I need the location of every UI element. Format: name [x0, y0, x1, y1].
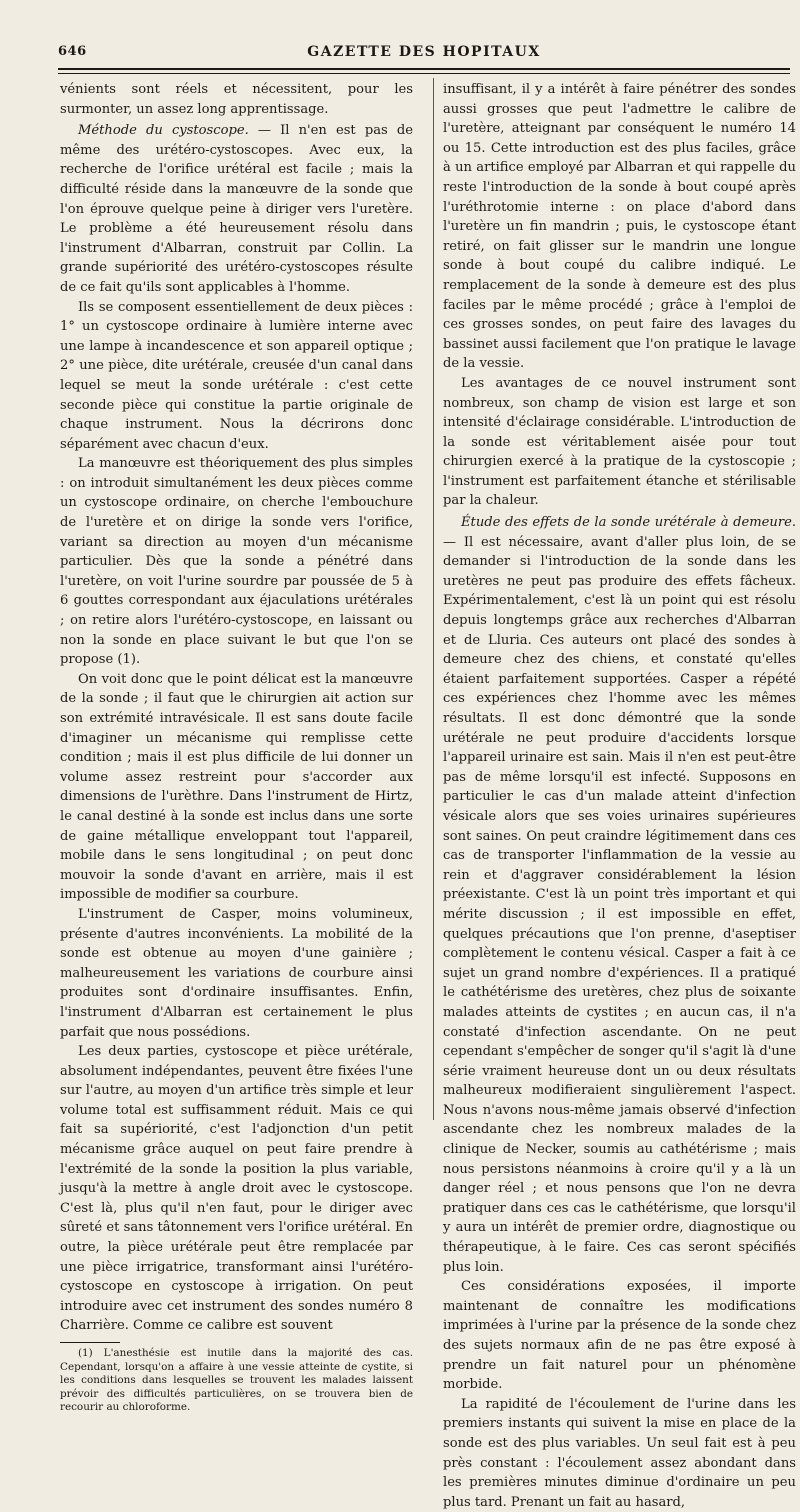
paragraph: On voit donc que le point délicat est la manœuvre de la sonde ; il faut que le chirurgien ait action sur son extrémité intravésicale. Il est sans doute facile d'imaginer un mécanisme qui remplisse cette condition ; mais il est plus difficile de lui donner un volume assez restreint pour s'accorder aux dimensions de l'urèthre. Dans l'instrument de Hirtz, le canal destiné à la sonde est inclus dans une sorte de gaine métallique enveloppant tout l'appareil, mobile dans le sens longitudinal ; on peut donc mouvoir la sonde d'avant en arrière, mais il est impossible de modifier sa courbure.: [60, 671, 413, 903]
paragraph-text: — Il n'en est pas de même des urétéro-cystoscopes. Avec eux, la recherche de l'orifice urétéral est facile ; mais la difficulté réside dans la manœuvre de la sonde que l'on éprouve quelque peine à diriger vers l'uretère. Le problème a été heureusement résolu dans l'instrument d'Albarran, construit par Collin. La grande supériorité des urétéro-cystoscopes résulte de ce fait qu'ils sont applicables à l'homme.: [60, 123, 413, 295]
paragraph-text: — Il est nécessaire, avant d'aller plus loin, de se demander si l'introduction de la sonde dans les uretères ne peut pas produire des effets fâcheux. Expérimentalement, c'est là un point qui est résolu depuis longtemps grâce aux recherches d'Albarran et de Lluria. Ces auteurs ont placé des sondes à demeure chez des chiens, et constaté qu'elles étaient parfaitement supportées. Casper a répété ces expériences chez l'homme avec les mêmes résultats. Il est donc démontré que la sonde urétérale ne peut produire d'accidents lorsque l'appareil urinaire est sain. Mais il n'en est peut-être pas de même lorsqu'il est infecté. Supposons en particulier le cas d'un malade atteint d'infection vésicale alors que ses voies urinaires supérieures sont saines. On peut craindre légitimement dans ces cas de transporter l'inflammation de la vessie au rein et d'aggraver considérablement la lésion préexistante. C'est là un point très important et qui mérite discussion ; il est impossible en effet, quelques précautions que l'on prenne, d'aseptiser complètement le contenu vésical. Casper a fait à ce sujet un grand nombre d'expériences. Il a pratiqué le cathétérisme des uretères, chez plus de soixante malades atteints de cystites ; en aucun cas, il n'a constaté d'infection ascendante. On ne peut cependant s'empêcher de songer qu'il s'agit là d'une série vraiment heureuse dont un ou deux résultats malheureux modifieraient singulièrement l'aspect. Nous n'avons nous-même jamais observé d'infection ascendante chez les nombreux malades de la clinique de Necker, soumis au cathétérisme ; mais nous persistons néanmoins à croire qu'il y a là un danger réel ; et nous pensons que l'on ne devra pratiquer dans ces cas le cathétérisme, que lorsqu'il y aura un intérêt de premier ordre, diagnostique ou thérapeutique, à le faire. Ces cas seront spécifiés plus loin.: [443, 534, 796, 1275]
paragraph: L'instrument de Casper, moins volumineux, présente d'autres inconvénients. La mobilité de la sonde est obtenue au moyen d'une gainière ; malheureusement les variations de courbure ainsi produites sont d'ordinaire insuffisantes. Enfin, l'instrument d'Albarran est certainement le plus parfait que nous possédions.: [60, 906, 413, 1040]
paragraph: Ces considérations exposées, il importe maintenant de connaître les modifications imprimées à l'urine par la présence de la sonde chez des sujets normaux afin de ne pas être exposé à prendre un fait naturel pour un phénomène morbide.: [443, 1279, 796, 1393]
paragraph: La rapidité de l'écoulement de l'urine dans les premiers instants qui suivent la mise en place de la sonde est des plus variables. Un seul fait est à peu près constant : l'écoulement assez abondant dans les premières minutes diminue d'ordinaire un peu plus tard. Prenant un fait au hasard,: [443, 1396, 796, 1510]
footnote: (1) L'anesthésie est inutile dans la majorité des cas. Cependant, lorsqu'on a affaire à une vessie atteinte de cystite, si les conditions dans lesquelles se trouvent les malades laissent prévoir des difficultés particulières, on se trouvera bien de recourir au chloroforme.: [60, 1347, 413, 1414]
header-rule-thin: [58, 73, 790, 74]
running-title: GAZETTE DES HOPITAUX: [307, 44, 541, 60]
paragraph: Ils se composent essentiellement de deux pièces : 1° un cystoscope ordinaire à lumière interne avec une lampe à incandescence et son appareil optique ; 2° une pièce, dite urétérale, creusée d'un canal dans lequel se meut la sonde urétérale : c'est cette seconde pièce qui constitue la partie originale de chaque instrument. Nous la décrirons donc séparément avec chacun d'eux.: [60, 299, 413, 452]
left-column: [60, 80, 413, 1415]
section-paragraph-cystoscope: [60, 121, 413, 297]
right-column: [443, 80, 796, 1512]
page-header: [58, 44, 790, 64]
paragraph: Les deux parties, cystoscope et pièce urétérale, absolument indépendantes, peuvent être fixées l'une sur l'autre, au moyen d'un artifice très simple et leur volume total est suffisamment réduit. Mais ce qui fait sa supériorité, c'est l'adjonction d'un petit mécanisme grâce auquel on peut faire prendre à l'extrémité de la sonde la position la plus variable, jusqu'à la mettre à angle droit avec le cystoscope. C'est là, plus qu'il n'en faut, pour le diriger avec sûreté et sans tâtonnement vers l'orifice urétéral. En outre, la pièce urétérale peut être remplacée par une pièce irrigatrice, transformant ainsi l'urétéro-cystoscope en cystoscope à irrigation. On peut introduire avec cet instrument des sondes numéro 8 Charrière. Comme ce calibre est souvent: [60, 1044, 413, 1334]
column-separator: [433, 78, 434, 1120]
paragraph: insuffisant, il y a intérêt à faire pénétrer des sondes aussi grosses que peut l'admettre le calibre de l'uretère, atteignant par conséquent le numéro 14 ou 15. Cette introduction est des plus faciles, grâce à un artifice employé par Albarran et qui rappelle du reste l'introduction de la sonde à bout coupé après l'uréthrotomie interne : on place d'abord dans l'uretère un fin mandrin ; puis, le cystoscope étant retiré, on fait glisser sur le mandrin une longue sonde à bout coupé du calibre indiqué. Le remplacement de la sonde à demeure est des plus faciles par le même procédé ; grâce à l'emploi de ces grosses sondes, on peut faire des lavages du bassinet aussi facilement que l'on pratique le lavage de la vessie.: [443, 82, 796, 372]
page-number: 646: [58, 44, 87, 59]
footnote-rule: [60, 1342, 120, 1343]
paragraph: vénients sont réels et nécessitent, pour les surmonter, un assez long apprentissage.: [60, 82, 413, 117]
section-heading: Méthode du cystoscope.: [78, 123, 249, 139]
paragraph: Les avantages de ce nouvel instrument sont nombreux, son champ de vision est large et son intensité d'éclairage considérable. L'introduction de la sonde est véritablement aisée pour tout chirurgien exercé à la pratique de la cystoscopie ; l'instrument est parfaitement étanche et stérilisable par la chaleur.: [443, 375, 796, 509]
section-heading: Étude des effets de la sonde urétérale à demeure.: [461, 515, 796, 531]
paragraph: La manœuvre est théoriquement des plus simples : on introduit simultanément les deux pièces comme un cystoscope ordinaire, on cherche l'embouchure de l'uretère et on dirige la sonde vers l'orifice, variant sa direction au moyen d'un mécanisme particulier. Dès que la sonde a pénétré dans l'uretère, on voit l'urine sourdre par poussée de 5 à 6 gouttes correspondant aux éjaculations urétérales ; on retire alors l'urétéro-cystoscope, en laissant ou non la sonde en place suivant le but que l'on se propose (1).: [60, 456, 413, 668]
header-rule-thick: [58, 68, 790, 70]
section-paragraph-sonde: [443, 513, 796, 1277]
